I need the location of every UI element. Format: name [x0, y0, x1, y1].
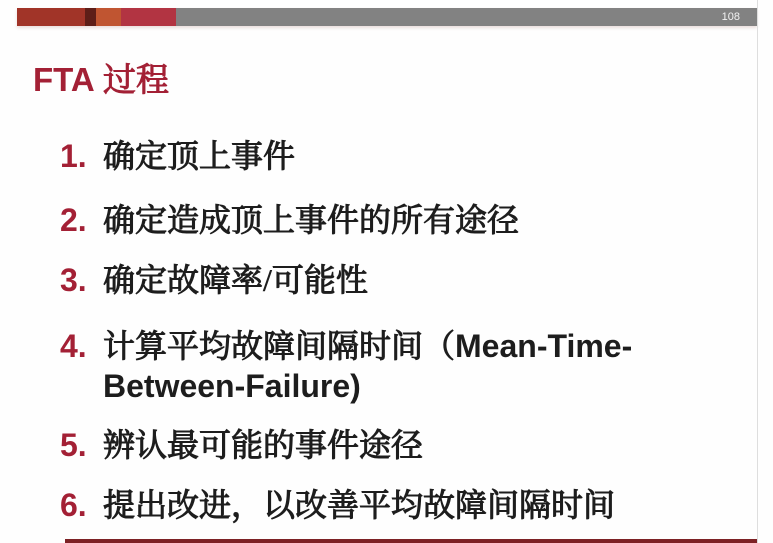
list-item-2 [60, 200, 519, 240]
list-item-5-number: 5. [60, 427, 87, 463]
list-item-4-line2 [103, 366, 632, 406]
list-item-4-number: 4. [60, 328, 87, 364]
list-item-5-text: 辨认最可能的事件途径 [103, 427, 424, 463]
list-item-4-line1 [103, 326, 632, 366]
list-item-1 [60, 136, 295, 176]
list-item-3-number: 3. [60, 262, 87, 298]
title-zh [95, 63, 103, 99]
slide-right-edge [757, 0, 758, 543]
list-item-5 [60, 425, 423, 465]
title-en: FTA [33, 61, 95, 98]
bottom-accent-bar [65, 539, 757, 543]
list-item-2-number: 2. [60, 202, 87, 238]
slide-title [33, 54, 169, 101]
bar-segment-brick [17, 8, 85, 26]
bar-segment-gray [176, 8, 757, 26]
bar-segment-orange [96, 8, 121, 26]
list-item-4 [60, 326, 632, 406]
list-item-4-en-line1: Mean-Time- [455, 328, 633, 364]
list-item-1-number: 1. [60, 138, 87, 174]
list-item-3 [60, 260, 368, 300]
bar-segment-maroon [85, 8, 96, 26]
list-item-2-text: 确定造成顶上事件的所有途径 [103, 202, 520, 238]
page-number: 108 [721, 11, 740, 23]
bar-segment-crimson [121, 8, 176, 26]
list-item-4-text [103, 326, 632, 406]
list-item-6 [60, 485, 615, 525]
title-zh-text: 过程 [102, 63, 169, 99]
list-item-3-text: 确定故障率/可能性 [103, 262, 368, 298]
list-item-6-text: 提出改进，以改善平均故障间隔时间 [103, 487, 616, 523]
top-accent-bar [17, 8, 757, 26]
list-item-4-zh: 计算平均故障间隔时间（ [103, 328, 456, 364]
list-item-4-en-line2: Between-Failure) [103, 368, 361, 404]
list-item-1-text: 确定顶上事件 [103, 138, 296, 174]
list-item-6-number: 6. [60, 487, 87, 523]
